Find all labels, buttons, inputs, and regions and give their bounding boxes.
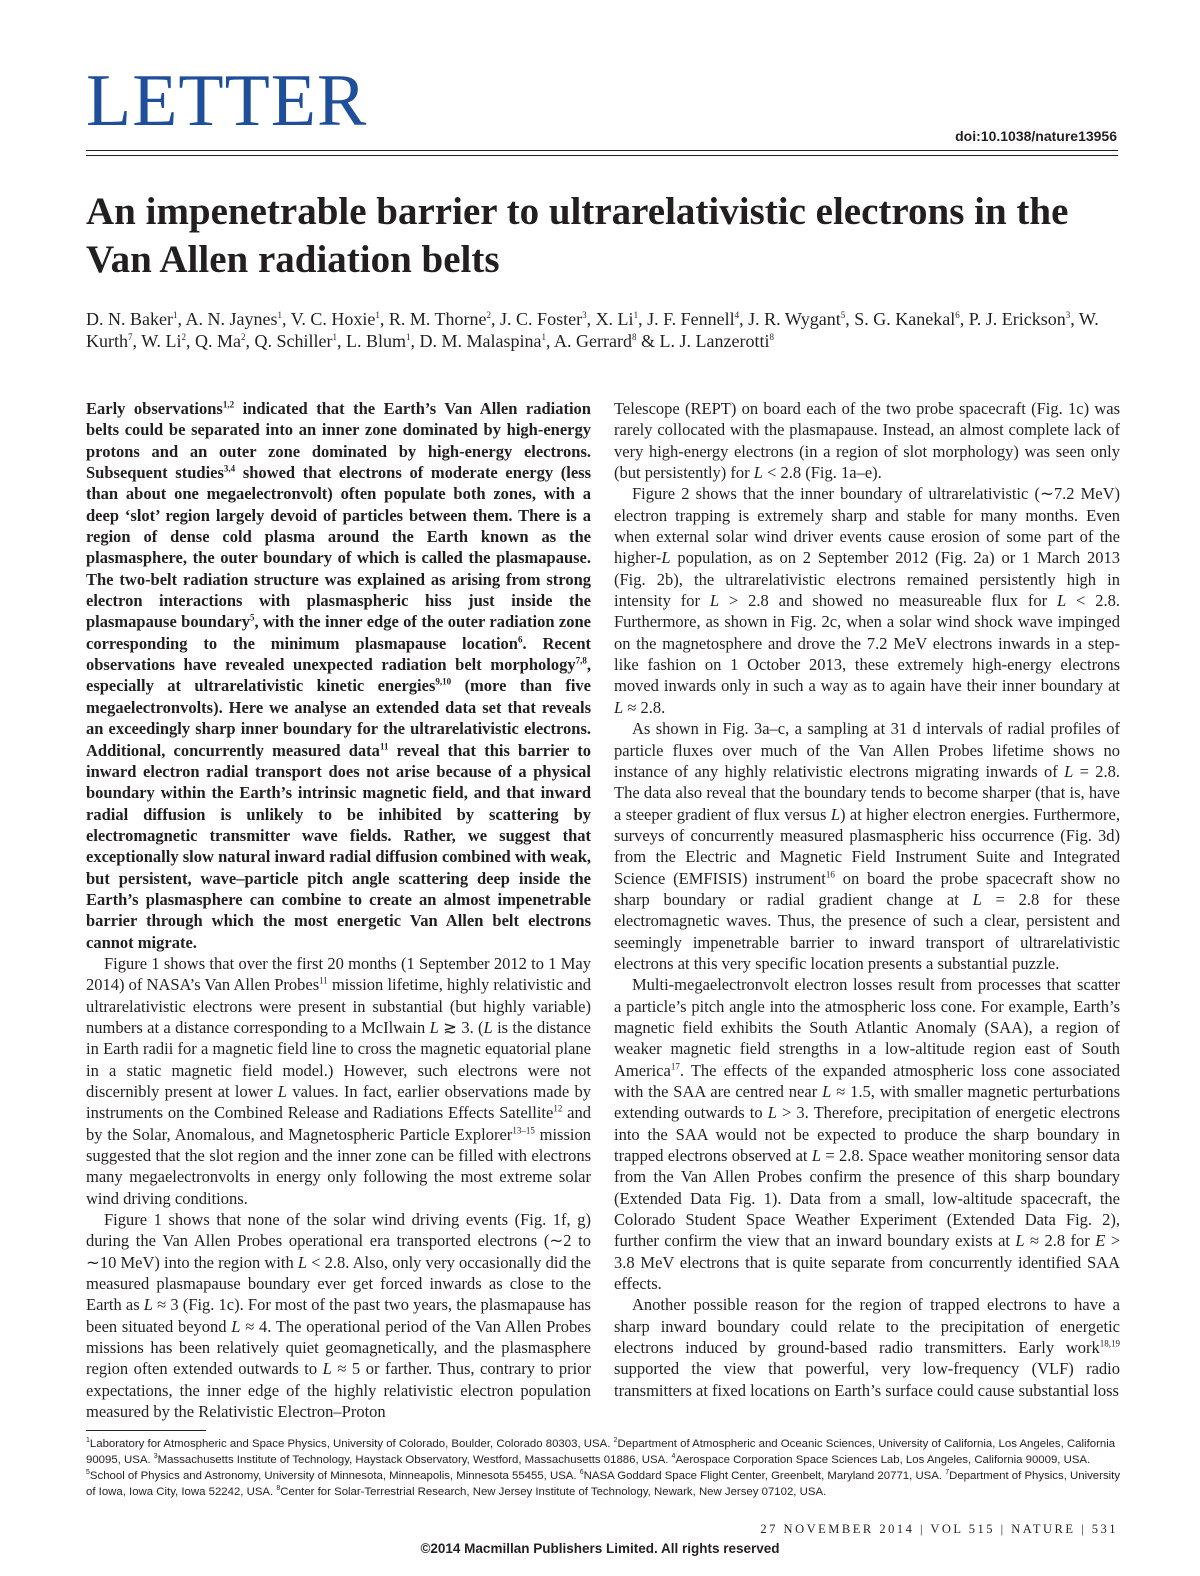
body-paragraph [614, 483, 1120, 718]
affiliation-text: School of Physics and Astronomy, University of Minnesota, Minneapolis, Minnesota 55455, USA. [89, 1470, 577, 1482]
text-run: > 3. Therefore, precipitation of energetic electrons into the SAA would not be expected to produce the sharp boundary in trapped electrons observed at [614, 1103, 1120, 1166]
math-variable: L [297, 1252, 308, 1272]
author-affiliation-mark: 5 [840, 310, 846, 320]
math-variable: L [811, 1146, 822, 1166]
text-run: Figure 2 shows that the inner boundary of ultrarelativistic (∼7.2 MeV) electron trapping is extremely sharp and stable for many months. Even when external solar wind driver events cause erosion of some part of the higher- [614, 484, 1120, 568]
text-run: on board the probe spacecraft show no sharp boundary or radial gradient change at [614, 868, 1120, 909]
math-variable: L [322, 1359, 332, 1379]
abstract-paragraph [86, 398, 591, 953]
reference-superscript: 16 [825, 869, 835, 880]
text-run: and by the Solar, Anomalous, and Magnetospheric Particle Explorer [86, 1103, 591, 1144]
math-variable: L [753, 463, 763, 483]
text-run: Figure 1 shows that none of the solar wind driving events (Fig. 1f, g) during the Van Allen Probes operational era transported electrons (∼2 to ∼10 MeV) into the region with [86, 1210, 591, 1272]
author-name: L. Blum [346, 331, 407, 351]
body-paragraph [86, 953, 591, 1209]
text-run: Figure 1 shows that over the first 20 months (1 September 2012 to 1 May 2014) of NASA’s Van Allen Probes [86, 953, 591, 995]
author-affiliation-mark: 2 [241, 332, 246, 342]
affiliation-number: 2 [613, 1437, 618, 1445]
text-run: ≳ 3. ( [438, 1017, 484, 1037]
affiliation-number: 4 [671, 1453, 676, 1461]
article-title: An impenetrable barrier to ultrarelativistic electrons in the Van Allen radiation belts [86, 190, 1069, 281]
author-name: A. N. Jaynes [185, 309, 278, 329]
text-run: , with the inner edge of the outer radiation zone corresponding to the minimum plasmapause location [86, 612, 591, 653]
text-run: . The effects of the expanded atmospheric loss cone associated with the SAA are centred near [614, 1060, 1120, 1101]
author-name: W. Kurth [86, 309, 1099, 351]
text-run: , especially at ultrarelativistic kinetic energies [86, 655, 591, 696]
reference-superscript: 17 [670, 1061, 680, 1072]
text-run: > 3.8 MeV electrons that is quite separate from concurrently identified SAA effects. [614, 1231, 1120, 1294]
reference-superscript: 18,19 [1099, 1338, 1120, 1349]
author-name: Q. Schiller [254, 331, 333, 351]
header-rule-bottom [86, 155, 1118, 156]
author-affiliation-mark: 1 [406, 332, 411, 342]
author-affiliation-mark: 1 [332, 332, 338, 342]
text-run: population, as on 2 September 2012 (Fig. 2a) or 1 March 2013 (Fig. 2b), the ultrarelativistic electrons remained persistently high in intensity for [614, 548, 1120, 611]
body-paragraph [614, 974, 1120, 1294]
math-variable: L [822, 1082, 832, 1101]
affiliation-text: Department of Atmospheric and Oceanic Sciences, University of California, Los Angeles, California 90095, USA. [86, 1438, 1116, 1466]
text-run: Multi-megaelectronvolt electron losses result from processes that scatter a particle’s pitch angle into the atmospheric loss cone. For example, Earth’s magnetic field exhibits the South Atlantic Anomaly (SAA), a region of weaker magnetic field strengths in a low-altitude region east of South America [614, 975, 1120, 1080]
math-variable: L [1064, 761, 1074, 781]
text-run: indicated that the Earth’s Van Allen radiation belts could be separated into an inner zone dominated by high-energy protons and an outer zone dominated by high-energy electrons. Subsequent studies [86, 399, 591, 483]
affiliation-number: 3 [153, 1453, 158, 1461]
text-run: ≈ 3 (Fig. 1c). For most of the past two years, the plasmapause has been situated beyond [86, 1295, 591, 1336]
math-variable: L [830, 804, 841, 824]
header-rule-top [86, 150, 1118, 151]
author-name: V. C. Hoxie [290, 309, 376, 329]
author-name: J. F. Fennell [647, 309, 735, 329]
text-run: Another possible reason for the region of trapped electrons to have a sharp inward boundary could relate to the precipitation of energetic electrons induced by ground-based radio transmitters. Early work [614, 1295, 1120, 1358]
math-variable: L [614, 697, 624, 717]
reference-superscript: 11 [319, 975, 328, 986]
math-variable: L [767, 1103, 777, 1123]
author-name: J. C. Foster [500, 309, 583, 329]
author-affiliation-mark: 1 [541, 332, 547, 342]
author-name: D. M. Malaspina [419, 331, 542, 351]
author-name: S. G. Kanekal [854, 309, 956, 329]
reference-superscript: 12 [553, 1103, 563, 1114]
reference-superscript: 6 [517, 634, 523, 645]
author-affiliation-mark: 1 [277, 310, 282, 320]
author-name: A. Gerrard [554, 331, 633, 351]
body-paragraph [86, 1209, 591, 1422]
reference-superscript: 1,2 [222, 399, 235, 410]
reference-superscript: 5 [249, 612, 255, 623]
text-run: > 2.8 and showed no measureable flux for [719, 591, 1057, 611]
author-affiliation-mark: 1 [375, 310, 380, 320]
affiliation-text: Aerospace Corporation Space Sciences Lab, Los Angeles, California 90009, USA. [675, 1454, 1091, 1466]
math-variable: L [277, 1082, 287, 1101]
author-affiliation-mark: 8 [632, 332, 637, 342]
affiliation-number: 5 [86, 1469, 90, 1477]
text-run: reveal that this barrier to inward electron radial transport does not arise because of a physical boundary within the Earth’s intrinsic magnetic field, and that inward radial diffusion is unlikely to be inhibited by scattering by electromagnetic transmitter wave fields. Rather, we suggest that exceptionally slow natural inward radial diffusion combined with weak, but persistent, wave–particle pitch angle scattering deep inside the Earth’s plasmasphere can combine to create an almost impenetrable barrier through which the most energetic Van Allen belt electrons cannot migrate. [86, 740, 592, 952]
author-name: W. Li [141, 331, 182, 351]
text-run: (more than five megaelectronvolts). Here we analyse an extended data set that reveals an exceedingly sharp inner boundary for the ultrarelativistic electrons. Additional, concurrently measured data [86, 676, 591, 760]
reference-superscript: 9,10 [435, 676, 452, 687]
reference-superscript: 3,4 [223, 463, 236, 474]
page-info: 27 NOVEMBER 2014 | VOL 515 | NATURE | 531 [760, 1522, 1118, 1536]
text-run: ≈ 1.5, with smaller magnetic perturbations extending outwards to [614, 1082, 1120, 1123]
section-label: LETTER [86, 60, 368, 142]
text-run: = 2.8. The data also reveal that the boundary tends to become sharper (that is, have a steeper gradient of flux versus [614, 761, 1120, 824]
author-name: Q. Ma [195, 331, 242, 351]
author-name: D. N. Baker [86, 309, 173, 329]
text-run: ≈ 2.8 for [1024, 1231, 1096, 1251]
affiliation-number: 6 [579, 1469, 584, 1477]
affiliation-text: Massachusetts Institute of Technology, Haystack Observatory, Westford, Massachusetts 01886, USA. [157, 1454, 669, 1466]
affiliation-text: NASA Goddard Space Flight Center, Greenbelt, Maryland 20771, USA. [583, 1470, 943, 1482]
math-variable: L [661, 548, 671, 568]
reference-superscript: 13–15 [512, 1125, 535, 1136]
text-run: . Recent observations have revealed unexpected radiation belt morphology [86, 633, 591, 675]
footnote-rule [86, 1430, 206, 1431]
text-run: supported the view that powerful, very low-frequency (VLF) radio transmitters at fixed locations on Earth’s surface could cause substantial loss [614, 1359, 1120, 1400]
author-affiliation-mark: 3 [1065, 310, 1071, 320]
math-variable: L [1015, 1231, 1025, 1251]
affiliation-number: 8 [276, 1485, 281, 1493]
left-column [86, 398, 591, 1423]
right-column [614, 398, 1120, 1401]
text-run: mission suggested that the slot region and the inner zone can be filled with electrons many megaelectronvolts in energy only following the most extreme solar wind driving conditions. [86, 1124, 591, 1208]
affiliation-number: 1 [86, 1437, 90, 1445]
author-affiliation-mark: 2 [181, 332, 187, 342]
reference-superscript: 11 [379, 741, 389, 751]
author-affiliation-mark: 6 [955, 310, 960, 320]
text-run: showed that electrons of moderate energy (less than about one megaelectronvolt) often populate both zones, with a deep ‘slot’ region largely devoid of particles between them. There is a region of dense cold plasma around the Earth known as the plasmasphere, the outer boundary of which is called the plasmapause. The two-belt radiation structure was explained as arising from strong electron interactions with plasmaspheric hiss just inside the plasmapause boundary [86, 463, 591, 632]
author-name: L. J. Lanzerotti [659, 331, 770, 351]
author-list: D. N. Baker$^1$, A. N. Jaynes$^1$, V. C. Hoxie$^1$, R. M. Thorne$^2$, J. C. Foster$^3$, X. Li$^1$, J. F. Fennell$^4$, J. R. Wygant$^5$, S. G. Kanekal$^6$, P. J. Erickson$^3$, W. Kurth$^7$, W. Li$^2$, Q. Ma$^2$, Q. Schiller$^1$, L. Blum$^1$, D. M. Malaspina$^1$, A. Gerrard$^8$ & L. J. Lanzerotti$^8$ [86, 309, 1099, 351]
body-paragraph [614, 1294, 1120, 1401]
text-run: ≈ 5 or farther. Thus, contrary to prior expectations, the inner edge of the highly relativistic electron population measured by the Relativistic Electron–Proton [86, 1359, 592, 1422]
affiliation-text: Department of Physics, University of Iowa, Iowa City, Iowa 52242, USA. [86, 1470, 1121, 1498]
author-name: J. R. Wygant [748, 309, 841, 329]
affiliation-text: Center for Solar-Terrestrial Research, New Jersey Institute of Technology, Newark, New Jersey 07102, USA. [280, 1486, 827, 1498]
affiliations [86, 1436, 1122, 1500]
author-affiliation-mark: 7 [128, 332, 133, 342]
body-paragraph [614, 398, 1120, 483]
author-affiliation-mark: 1 [172, 310, 178, 320]
text-run: ≈ 4. The operational period of the Van Allen Probes missions has been relatively quiet geomagnetically, and the plasmasphere region often extended outwards to [86, 1316, 591, 1379]
text-run: As shown in Fig. 3a–c, a sampling at 31 d intervals of radial profiles of particle fluxes over much of the Van Allen Probes lifetime shows no instance of any highly relativistic electrons migrating inwards of [614, 719, 1120, 781]
text-run: < 2.8. Also, only very occasionally did the measured plasmapause boundary ever get forced inwards as close to the Earth as [86, 1252, 591, 1315]
copyright: ©2014 Macmillan Publishers Limited. All rights reserved [420, 1541, 780, 1556]
affiliation-text: Laboratory for Atmospheric and Space Physics, University of Colorado, Boulder, Colorado 80303, USA. [89, 1438, 611, 1450]
text-run: Early observations [86, 399, 223, 418]
doi[interactable]: doi:10.1038/nature13956 [955, 128, 1117, 144]
math-variable: L [1056, 591, 1067, 611]
math-variable: E [1095, 1231, 1106, 1251]
math-variable: L [483, 1017, 493, 1037]
text-run: < 2.8 (Fig. 1a–e). [762, 463, 882, 483]
text-run: = 2.8. Space weather monitoring sensor data from the Van Allen Probes confirm the presence of this sharp boundary (Extended Data Fig. 1). Data from a small, low-altitude spacecraft, the Colorado Student Space Weather Experiment (Extended Data Fig. 2), further confirm the view that an inward boundary exists at [614, 1146, 1120, 1251]
text-run: is the distance in Earth radii for a magnetic field line to cross the magnetic equatorial plane in a static magnetic field model.) However, such electrons were not discernibly present at lower [86, 1017, 592, 1101]
author-affiliation-mark: 1 [633, 310, 639, 320]
affiliation-number: 7 [945, 1469, 950, 1477]
text-run: = 2.8 for these electromagnetic waves. Thus, the presence of such a clear, persistent and seemingly impenetrable barrier to inward transport of ultrarelativistic electrons at this very specific location presents a substantial puzzle. [614, 889, 1120, 973]
text-run: ≈ 2.8. [623, 697, 666, 717]
math-variable: L [709, 591, 720, 611]
body-paragraph [614, 718, 1120, 974]
math-variable: L [429, 1017, 439, 1037]
author-name: X. Li [595, 309, 634, 329]
math-variable: L [143, 1295, 153, 1315]
text-run: < 2.8. Furthermore, as shown in Fig. 2c, when a solar wind shock wave impinged on the magnetosphere and drove the 7.2 MeV electrons inwards in a step-like fashion on 1 October 2013, these extremely high-energy electrons moved inwards only in such a way as to again have their inner boundary at [614, 591, 1121, 696]
author-affiliation-mark: 4 [734, 310, 740, 320]
text-run: ) at higher electron energies. Furthermore, surveys of concurrently measured plasmaspheric hiss occurrence (Fig. 3d) from the Electric and Magnetic Field Instrument Suite and Integrated Science (EMFISIS) instrument [614, 804, 1120, 888]
author-affiliation-mark: 2 [486, 310, 492, 320]
author-affiliation-mark: 3 [582, 310, 587, 320]
math-variable: L [972, 889, 982, 909]
reference-superscript: 7,8 [575, 655, 587, 666]
text-run: Telescope (REPT) on board each of the two probe spacecraft (Fig. 1c) was rarely collocated with the plasmapause. Instead, an almost complete lack of very high-energy electrons (in a region of slot morphology) was seen only (but persistently) for [614, 399, 1120, 483]
math-variable: L [231, 1316, 241, 1336]
text-run: mission lifetime, highly relativistic and ultrarelativistic electrons were present in substantial (but highly variable) numbers at a distance corresponding to a McIlwain [86, 975, 591, 1037]
text-run: values. In fact, earlier observations made by instruments on the Combined Release and Radiations Effects Satellite [86, 1082, 591, 1123]
author-name: P. J. Erickson [968, 309, 1066, 329]
author-affiliation-mark: 8 [769, 332, 774, 342]
author-name: R. M. Thorne [388, 309, 487, 329]
